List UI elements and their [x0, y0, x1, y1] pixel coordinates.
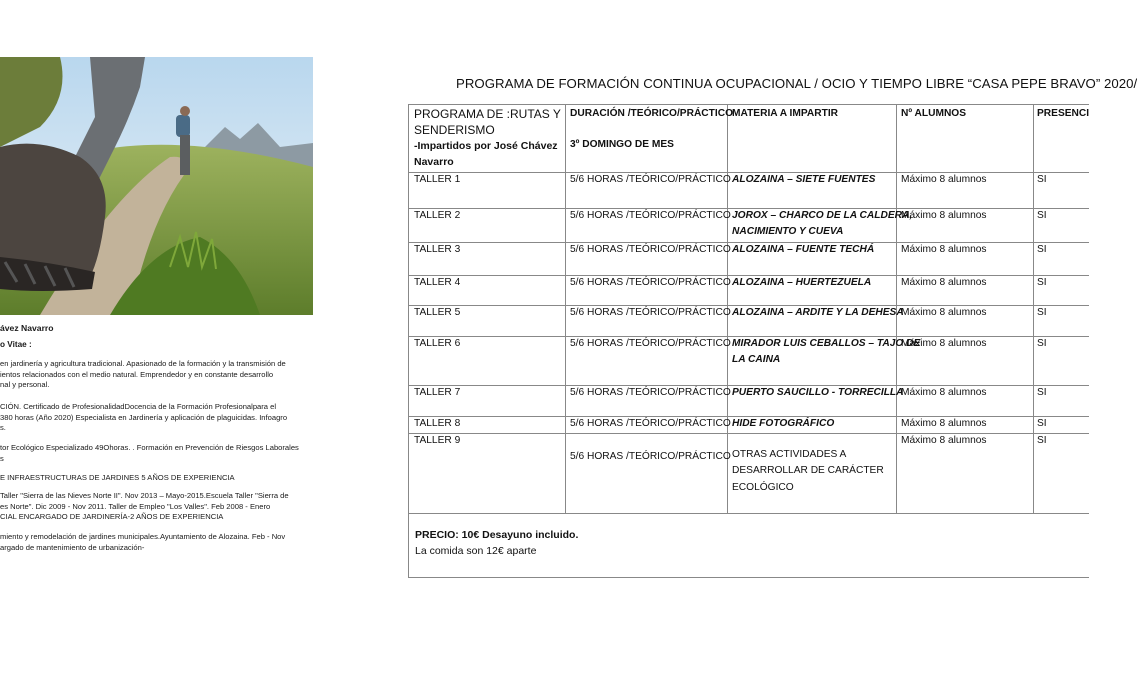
program-table [408, 104, 1089, 578]
taller-name: TALLER 3 [414, 244, 461, 255]
taller-duration: 5/6 HORAS /TEÓRICO/PRÁCTICO [570, 387, 731, 398]
cv-name: ávez Navarro [0, 323, 54, 333]
col-divider [1033, 105, 1034, 513]
header-subject: MATERIA A IMPARTIR [732, 108, 839, 119]
hiking-photo [0, 57, 313, 315]
taller-students: Máximo 8 alumnos [901, 244, 987, 255]
taller-presence: SI [1037, 338, 1047, 349]
header-presence: PRESENCI [1037, 108, 1090, 119]
taller-name: TALLER 5 [414, 307, 461, 318]
taller-students: Máximo 8 alumnos [901, 387, 987, 398]
header-program-line: PROGRAMA DE :RUTAS Y [414, 107, 561, 121]
taller-students: Máximo 8 alumnos [901, 435, 987, 446]
taller-students: Máximo 8 alumnos [901, 174, 987, 185]
header-duration-sub: 3º DOMINGO DE MES [570, 139, 674, 150]
col-divider [565, 105, 566, 513]
taller-duration: 5/6 HORAS /TEÓRICO/PRÁCTICO [570, 174, 731, 185]
taller-duration: 5/6 HORAS /TEÓRICO/PRÁCTICO [570, 338, 731, 349]
taller-students: Máximo 8 alumnos [901, 338, 987, 349]
row-divider [409, 433, 1089, 434]
taller-name: TALLER 8 [414, 418, 461, 429]
header-students: Nº ALUMNOS [901, 108, 967, 119]
taller-subject: JOROX – CHARCO DE LA CALDERA, [732, 210, 913, 221]
taller-name: TALLER 2 [414, 210, 461, 221]
taller-name: TALLER 7 [414, 387, 461, 398]
price-text: PRECIO: 10€ Desayuno incluido. [415, 529, 579, 541]
taller-subject: LA CAINA [732, 354, 781, 365]
header-program [414, 106, 562, 170]
meal-note: La comida son 12€ aparte [415, 545, 537, 557]
header-program-line: -Impartidos por José Chávez [414, 140, 558, 152]
taller-subject: ECOLÓGICO [732, 482, 794, 493]
cv-paragraph: E INFRAESTRUCTURAS DE JARDINES 5 AÑOS DE EXPERIENCIA [0, 473, 235, 482]
taller-name: TALLER 4 [414, 277, 461, 288]
header-duration: DURACIÓN /TEÓRICO/PRÁCTICO [570, 108, 733, 119]
taller-duration: 5/6 HORAS /TEÓRICO/PRÁCTICO [570, 277, 731, 288]
taller-duration: 5/6 HORAS /TEÓRICO/PRÁCTICO [570, 451, 731, 462]
taller-duration: 5/6 HORAS /TEÓRICO/PRÁCTICO [570, 418, 731, 429]
taller-presence: SI [1037, 387, 1047, 398]
cv-paragraph: en jardinería y agricultura tradicional. Apasionado de la formación y la transmisión de ientos relacionados con el medio natural. Emprendedor y en constante desarrollo nal y personal. [0, 359, 286, 390]
cv-paragraph: tor Ecológico Especializado 49Ohoras. . Formación en Prevención de Riesgos Laborales s [0, 443, 299, 463]
header-program-line: SENDERISMO [414, 123, 495, 137]
header-program-line: Navarro [414, 156, 454, 168]
taller-duration: 5/6 HORAS /TEÓRICO/PRÁCTICO [570, 210, 731, 221]
taller-presence: SI [1037, 174, 1047, 185]
taller-subject: ALOZAINA – HUERTEZUELA [732, 277, 872, 288]
taller-presence: SI [1037, 210, 1047, 221]
document-title: PROGRAMA DE FORMACIÓN CONTINUA OCUPACIONAL / OCIO Y TIEMPO LIBRE “CASA PEPE BRAVO” 2020/ [456, 76, 1137, 91]
taller-subject: DESARROLLAR DE CARÁCTER [732, 465, 884, 476]
taller-subject: ALOZAINA – ARDITE Y LA DEHESA [732, 307, 904, 318]
taller-name: TALLER 1 [414, 174, 461, 185]
taller-subject: NACIMIENTO Y CUEVA [732, 226, 844, 237]
taller-students: Máximo 8 alumnos [901, 418, 987, 429]
taller-presence: SI [1037, 244, 1047, 255]
taller-students: Máximo 8 alumnos [901, 210, 987, 221]
cv-paragraph: CIÓN. Certificado de ProfesionalidadDocencia de la Formación Profesionalpara el 380 horas (Año 2020) Especialista en Jardinería y aplicación de plaguicidas. Infoagro s. [0, 402, 288, 433]
taller-students: Máximo 8 alumnos [901, 307, 987, 318]
cv-paragraph: miento y remodelación de jardines municipales.Ayuntamiento de Alozaina. Feb - Nov argado de mantenimiento de urbanización- [0, 532, 286, 552]
taller-presence: SI [1037, 435, 1047, 446]
taller-presence: SI [1037, 307, 1047, 318]
taller-subject: PUERTO SAUCILLO - TORRECILLA [732, 387, 904, 398]
taller-duration: 5/6 HORAS /TEÓRICO/PRÁCTICO [570, 244, 731, 255]
cv-paragraph: Taller "Sierra de las Nieves Norte II". Nov 2013 – Mayo-2015.Escuela Taller "Sierra de es Norte". Dic 2009 - Nov 2011. Taller de Empleo "Los Valles". Feb 2008 - Enero CIAL ENCARGADO DE JARDINERÍA-2 AÑOS DE EXPERIENCIA [0, 491, 289, 522]
taller-students: Máximo 8 alumnos [901, 277, 987, 288]
cv-subtitle: o Vitae : [0, 340, 32, 349]
taller-subject: OTRAS ACTIVIDADES A [732, 449, 847, 460]
taller-name: TALLER 9 [414, 435, 461, 446]
taller-subject: ALOZAINA – FUENTE TECHÁ [732, 244, 875, 255]
taller-subject: ALOZAINA – SIETE FUENTES [732, 174, 876, 185]
taller-subject: MIRADOR LUIS CEBALLOS – TAJO DE [732, 338, 921, 349]
taller-presence: SI [1037, 277, 1047, 288]
taller-name: TALLER 6 [414, 338, 461, 349]
taller-presence: SI [1037, 418, 1047, 429]
row-divider [409, 513, 1089, 514]
taller-subject: HIDE FOTOGRÁFICO [732, 418, 835, 429]
taller-duration: 5/6 HORAS /TEÓRICO/PRÁCTICO [570, 307, 731, 318]
hiking-illustration [0, 57, 313, 315]
